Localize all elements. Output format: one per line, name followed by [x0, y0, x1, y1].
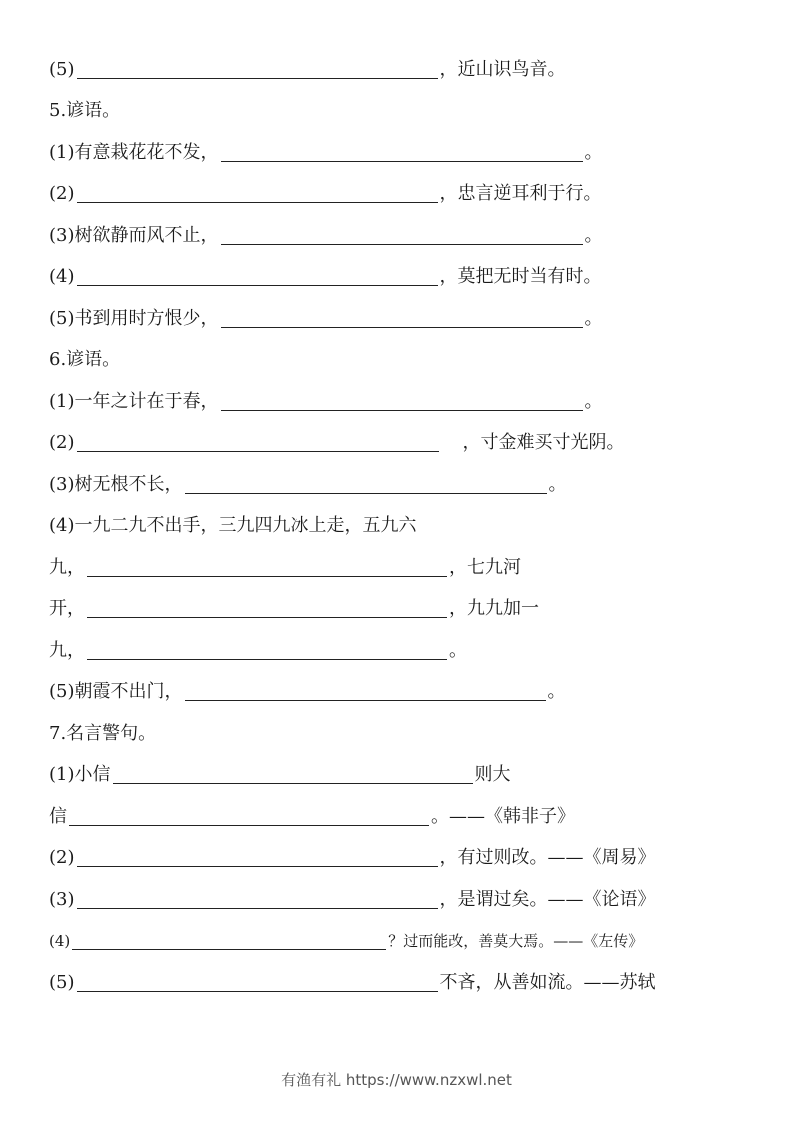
quote-7-4 [49, 928, 643, 954]
line-prefix: 九， [49, 640, 85, 661]
quote-7-5 [49, 970, 656, 996]
answer-blank[interactable] [113, 761, 473, 784]
line-suffix: ，莫把无时当有时。 [439, 266, 602, 287]
proverb-6-5 [49, 679, 566, 705]
line-suffix: 。 [584, 308, 603, 329]
line-suffix: ，七九河 [449, 557, 521, 578]
proverb-5-1 [49, 140, 603, 166]
line-suffix: ，近山识鸟音。 [439, 59, 566, 80]
line-suffix: 。 [547, 681, 566, 702]
line-prefix: (5) [49, 972, 75, 993]
line-prefix: (2) [49, 847, 75, 868]
line-prefix: (3)树欲静而风不止， [49, 225, 219, 246]
line-suffix: ，九九加一 [449, 598, 539, 619]
line-suffix: ，忠言逆耳利于行。 [439, 183, 602, 204]
proverb-6-4-cont1 [49, 555, 521, 581]
section-heading-7 [49, 721, 156, 747]
proverb-6-4 [49, 513, 417, 539]
proverb-6-1 [49, 389, 603, 415]
line-prefix: 九， [49, 557, 85, 578]
line-prefix: (2) [49, 183, 75, 204]
line-couplet-5 [49, 57, 566, 83]
answer-blank[interactable] [77, 969, 438, 992]
proverb-5-3 [49, 223, 603, 249]
line-prefix: (1)有意栽花花不发， [49, 142, 219, 163]
answer-blank[interactable] [221, 305, 583, 328]
answer-blank[interactable] [72, 927, 386, 950]
line-suffix: ，寸金难买寸光阴。 [462, 432, 625, 453]
line-suffix: ，有过则改。——《周易》 [439, 847, 656, 868]
answer-blank[interactable] [185, 678, 546, 701]
line-prefix: (1)一年之计在于春， [49, 391, 219, 412]
proverb-6-3 [49, 472, 567, 498]
quote-7-1-cont [49, 804, 575, 830]
answer-blank[interactable] [77, 263, 438, 286]
line-suffix: 则大 [474, 764, 511, 785]
section-title: 7.名言警句。 [49, 723, 157, 744]
line-prefix: (1)小信 [49, 764, 111, 785]
line-prefix: (2) [49, 432, 75, 453]
answer-blank[interactable] [77, 180, 438, 203]
line-suffix: 。 [584, 391, 603, 412]
line-prefix: (5) [49, 59, 75, 80]
answer-blank[interactable] [77, 56, 438, 79]
quote-7-2 [49, 845, 656, 871]
line-suffix: 不吝，从善如流。——苏轼 [439, 972, 656, 993]
line-prefix: (3)树无根不长， [49, 474, 183, 495]
proverb-5-5 [49, 306, 603, 332]
answer-blank[interactable] [77, 429, 439, 452]
line-suffix: ？过而能改，善莫大焉。——《左传》 [388, 932, 644, 950]
section-title: 5.谚语。 [49, 100, 121, 121]
line-prefix: 信 [49, 806, 67, 827]
line-suffix: 。 [584, 225, 603, 246]
line-prefix: (4) [49, 932, 71, 950]
answer-blank[interactable] [221, 222, 583, 245]
answer-blank[interactable] [221, 388, 583, 411]
proverb-6-2 [49, 430, 625, 456]
line-prefix: (3) [49, 889, 75, 910]
answer-blank[interactable] [69, 803, 429, 826]
line-suffix: 。 [548, 474, 567, 495]
proverb-6-4-cont3 [49, 638, 467, 664]
line-suffix: 。 [584, 142, 603, 163]
section-heading-5 [49, 98, 120, 124]
section-heading-6 [49, 347, 120, 373]
proverb-5-2 [49, 181, 602, 207]
line-suffix: 。——《韩非子》 [431, 806, 575, 827]
page-footer: 有渔有礼 https://www.nzxwl.net [281, 1071, 512, 1089]
answer-blank[interactable] [77, 886, 438, 909]
line-suffix: ，是谓过矣。——《论语》 [439, 889, 656, 910]
line-prefix: 开， [49, 598, 85, 619]
quote-7-1 [49, 762, 511, 788]
answer-blank[interactable] [185, 471, 547, 494]
line-prefix: (5)书到用时方恨少， [49, 308, 219, 329]
answer-blank[interactable] [87, 595, 447, 618]
answer-blank[interactable] [87, 637, 447, 660]
line-prefix: (5)朝霞不出门， [49, 681, 183, 702]
answer-blank[interactable] [87, 554, 447, 577]
proverb-6-4-cont2 [49, 596, 539, 622]
quote-7-3 [49, 887, 656, 913]
line-prefix: (4) [49, 266, 75, 287]
line-suffix: 。 [449, 640, 467, 661]
answer-blank[interactable] [221, 139, 583, 162]
proverb-5-4 [49, 264, 602, 290]
line-prefix: (4)一九二九不出手，三九四九冰上走，五九六 [49, 515, 417, 536]
section-title: 6.谚语。 [49, 349, 121, 370]
answer-blank[interactable] [77, 844, 438, 867]
